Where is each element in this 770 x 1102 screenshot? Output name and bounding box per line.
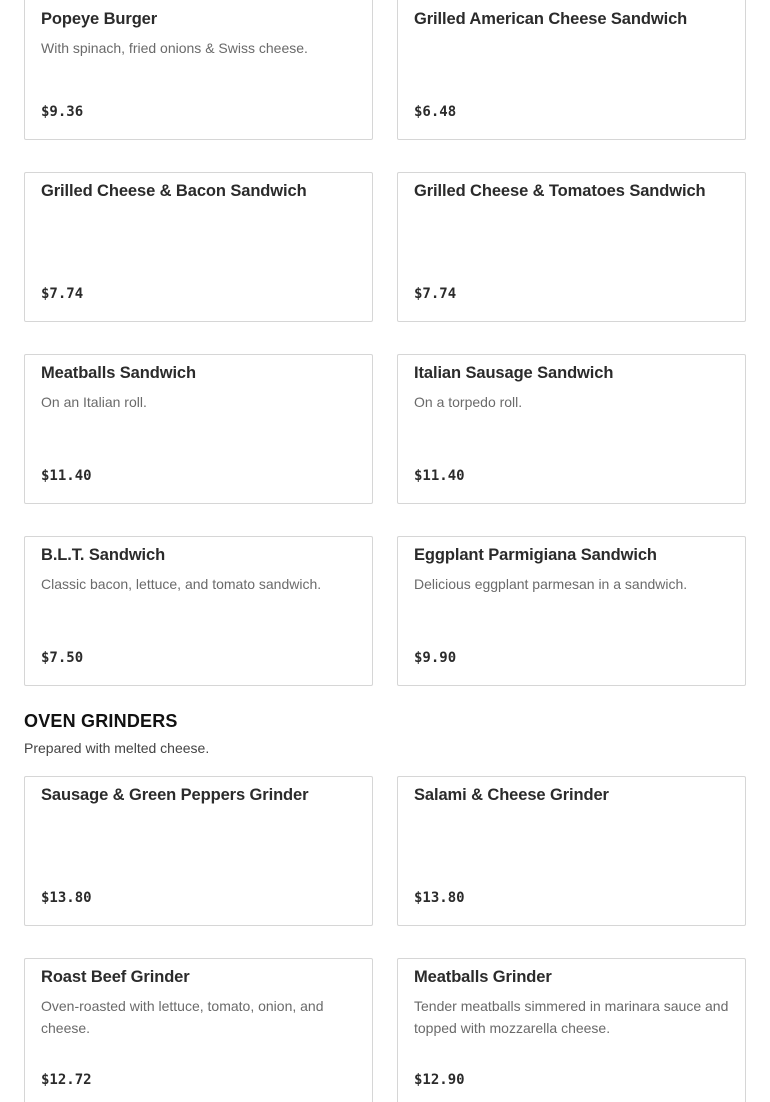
menu-item-card[interactable] <box>24 776 373 926</box>
menu-item-description: With spinach, fried onions & Swiss cheese. <box>41 40 308 56</box>
menu-item-name: B.L.T. Sandwich <box>41 546 166 564</box>
menu-item-description: Delicious eggplant parmesan in a sandwich. <box>414 576 688 592</box>
menu-item-name: Roast Beef Grinder <box>41 968 190 986</box>
menu-item-card[interactable] <box>24 172 373 322</box>
menu-item-name: Sausage & Green Peppers Grinder <box>41 786 309 804</box>
menu-item-card[interactable] <box>397 0 746 140</box>
menu-item-name: Grilled Cheese & Bacon Sandwich <box>41 182 307 200</box>
menu-item-card[interactable] <box>397 958 746 1102</box>
menu-item-price: $11.40 <box>41 468 92 484</box>
menu-item-price: $9.90 <box>414 650 457 666</box>
menu-item-card[interactable] <box>24 536 373 686</box>
menu-item-price: $11.40 <box>414 468 465 484</box>
menu-item-price: $6.48 <box>414 104 457 120</box>
menu-item-price: $13.80 <box>41 890 92 906</box>
menu-item-name: Grilled Cheese & Tomatoes Sandwich <box>414 182 706 200</box>
menu-item-price: $7.50 <box>41 650 84 666</box>
menu-item-name: Meatballs Grinder <box>414 968 552 986</box>
menu-item-name: Grilled American Cheese Sandwich <box>414 10 688 28</box>
menu-item-card[interactable] <box>397 536 746 686</box>
menu-item-price: $7.74 <box>41 286 84 302</box>
menu-item-price: $13.80 <box>414 890 465 906</box>
section-title: OVEN GRINDERS <box>24 711 178 731</box>
menu-item-name: Salami & Cheese Grinder <box>414 786 609 804</box>
menu-item-card[interactable] <box>397 172 746 322</box>
menu-item-price: $12.90 <box>414 1072 465 1088</box>
menu-item-description: On an Italian roll. <box>41 394 147 410</box>
menu-item-description: On a torpedo roll. <box>414 394 523 410</box>
menu-item-card[interactable] <box>24 958 373 1102</box>
section-description: Prepared with melted cheese. <box>24 740 210 756</box>
menu-item-description: Oven-roasted with lettuce, tomato, onion, and cheese. <box>41 998 324 1036</box>
menu-item-description: Tender meatballs simmered in marinara sauce and topped with mozzarella cheese. <box>414 998 729 1036</box>
menu-item-name: Italian Sausage Sandwich <box>414 364 614 382</box>
menu-item-name: Meatballs Sandwich <box>41 364 196 382</box>
menu-item-description: Classic bacon, lettuce, and tomato sandwich. <box>41 576 322 592</box>
menu-item-card[interactable] <box>24 0 373 140</box>
menu-item-name: Popeye Burger <box>41 10 158 28</box>
menu-item-card[interactable] <box>397 354 746 504</box>
menu-item-card[interactable] <box>24 354 373 504</box>
menu-item-price: $9.36 <box>41 104 84 120</box>
menu-item-card[interactable] <box>397 776 746 926</box>
menu-item-price: $12.72 <box>41 1072 92 1088</box>
menu-item-name: Eggplant Parmigiana Sandwich <box>414 546 657 564</box>
menu-item-price: $7.74 <box>414 286 457 302</box>
